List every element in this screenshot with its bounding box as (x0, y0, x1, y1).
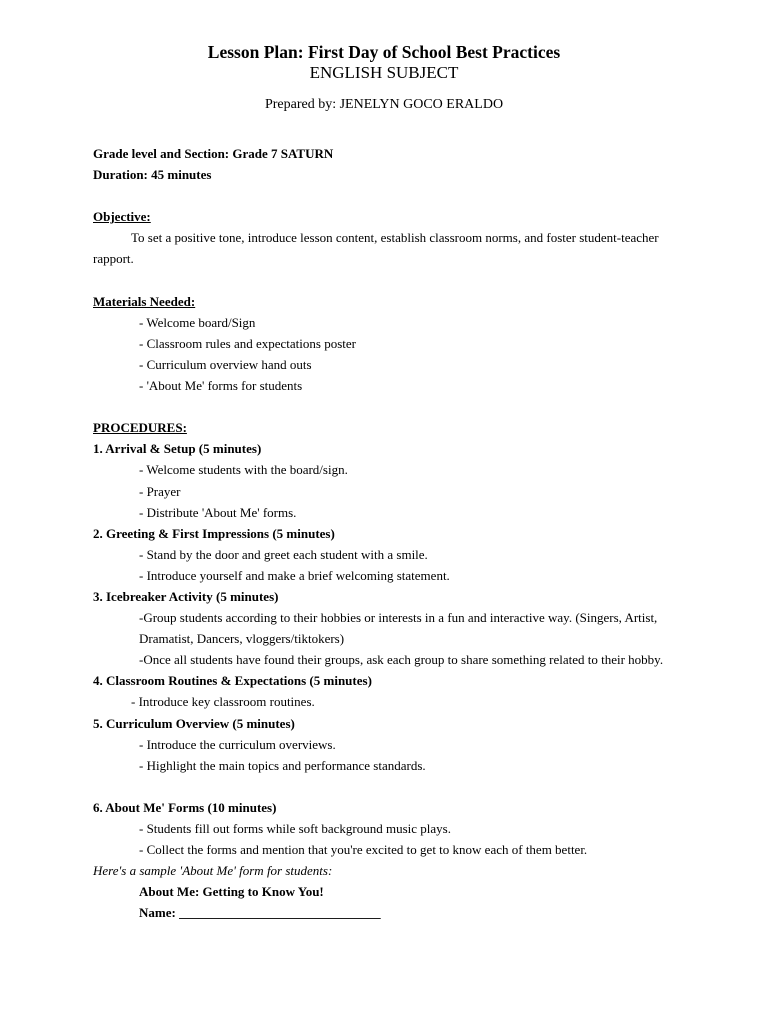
document-subject: ENGLISH SUBJECT (309, 63, 459, 82)
step-item: - Introduce the curriculum overviews. (139, 736, 336, 752)
spacer (93, 776, 673, 797)
step-title: 4. Classroom Routines & Expectations (5 minutes) (93, 673, 372, 689)
materials-item: - Curriculum overview hand outs (139, 356, 312, 372)
step-title: 3. Icebreaker Activity (5 minutes) (93, 588, 279, 604)
spacer (93, 270, 673, 291)
step-item: - Introduce key classroom routines. (131, 694, 315, 710)
step-title: 2. Greeting & First Impressions (5 minutes) (93, 525, 335, 541)
materials-item: - Classroom rules and expectations poster (139, 335, 356, 351)
document-body (93, 143, 673, 923)
step-item: - Stand by the door and greet each student with a smile. (139, 546, 428, 562)
step-item: -Group students according to their hobbies or interests in a fun and interactive way. (Singers, Artist, Dramatist, Dancers, vloggers/tiktokers) (139, 610, 658, 647)
spacer (93, 185, 673, 206)
materials-item: - Welcome board/Sign (139, 314, 256, 330)
step-item: - Students fill out forms while soft background music plays. (139, 821, 451, 836)
step-item: - Distribute 'About Me' forms. (139, 504, 297, 520)
sample-intro: Here's a sample 'About Me' form for students: (93, 863, 333, 879)
prepared-by: Prepared by: JENELYN GOCO ERALDO (264, 97, 504, 112)
materials-item: - 'About Me' forms for students (139, 378, 303, 394)
step-title: 5. Curriculum Overview (5 minutes) (93, 715, 295, 731)
duration: Duration: 45 minutes (93, 167, 212, 183)
step-title: 1. Arrival & Setup (5 minutes) (93, 441, 262, 457)
objective-text: To set a positive tone, introduce lesson content, establish classroom norms, and foster student-teacher rapport. (93, 230, 659, 267)
objective-heading: Objective: (93, 209, 151, 225)
name-field: Name: _______________________________ (139, 905, 381, 921)
step-item: - Welcome students with the board/sign. (139, 462, 348, 478)
step-item: - Prayer (139, 483, 181, 499)
step-item: - Collect the forms and mention that you're excited to get to know each of them better. (139, 842, 588, 858)
step-title: 6. About Me' Forms (10 minutes) (93, 799, 277, 815)
procedures-heading: PROCEDURES: (93, 420, 187, 436)
document-title: Lesson Plan: First Day of School Best Practices (207, 42, 561, 62)
form-title: About Me: Getting to Know You! (139, 884, 324, 900)
grade-level: Grade level and Section: Grade 7 SATURN (93, 146, 334, 161)
spacer (93, 396, 673, 417)
step-item: - Highlight the main topics and performance standards. (139, 757, 426, 773)
materials-heading: Materials Needed: (93, 293, 196, 309)
step-item: - Introduce yourself and make a brief welcoming statement. (139, 567, 450, 583)
step-item: -Once all students have found their groups, ask each group to share something related to their hobby. (139, 652, 664, 668)
